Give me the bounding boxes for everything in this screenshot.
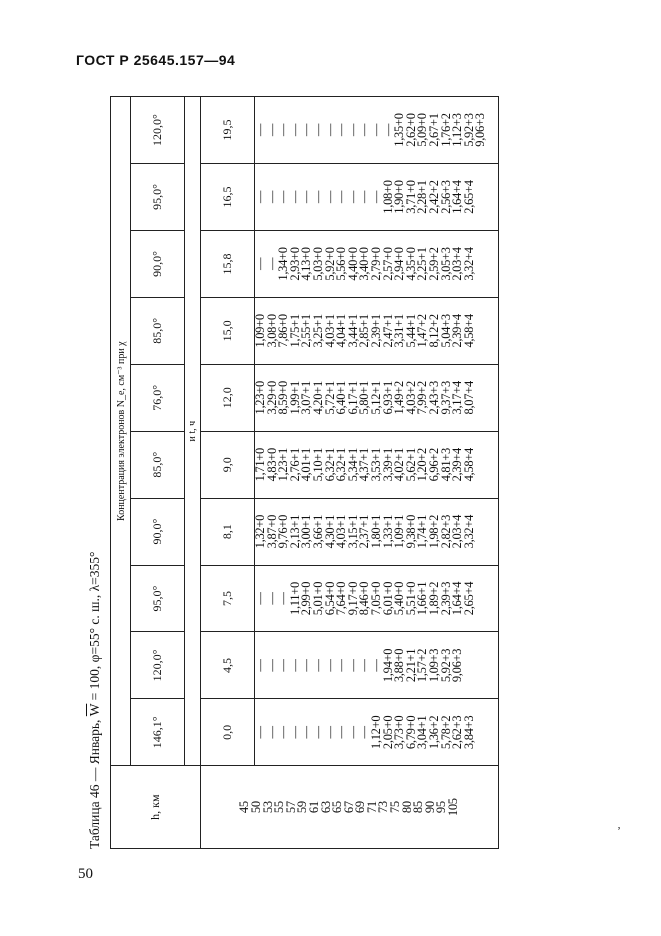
- data-column-2: — — — 1,11+0 2,99+0 5,01+0 6,54+0 7,64+0 9,17+0 8,46+0 7,05+0 6,01+0 5,40+0 5,51+0 1,66+1 1,89+2 2,39+3 1,64+4 2,65+4: [255, 565, 499, 632]
- t-header-3: 8,1: [201, 498, 255, 565]
- data-column-7: — — 1,34+0 2,93+0 4,13+0 5,03+0 5,92+0 5,56+0 4,40+0 3,40+0 2,79+0 2,57+0 2,94+0 4,35+0 2,25+1 2,59+2 3,05+3 2,03+4 3,32+4: [255, 230, 499, 297]
- data-column-8: — — — — — — — — — — — 1,08+0 1,90+0 3,71+0 2,28+1 2,42+2 2,56+3 1,64+4 2,65+4: [255, 164, 499, 231]
- caption-rest: = 100, φ=55° с. ш., λ=355°: [87, 551, 102, 701]
- conc-header: Концентрация электронов N_e, см⁻³ при χ: [116, 341, 127, 521]
- t-header-4: 9,0: [201, 431, 255, 498]
- ht-label: и t, ч: [185, 97, 201, 766]
- table-caption: [82, 552, 108, 849]
- data-column-9: — — — — — — — — — — — — 1,35+0 2,62+0 5,09+0 2,67+1 1,76+2 1,12+3 5,92+3 9,06+3: [255, 97, 499, 164]
- h-header-cell: [111, 766, 201, 849]
- conc-header-cell: [111, 97, 131, 766]
- document-header: ГОСТ Р 25645.157—94: [76, 52, 236, 68]
- electron-concentration-table: [110, 96, 499, 849]
- margin-mark: ‚: [617, 817, 621, 831]
- data-column-3: 1,32+0 3,87+0 9,76+0 2,13+1 3,00+1 3,66+1 4,30+1 4,03+1 3,15+1 2,37+1 1,80+1 1,33+1 1,09+1 9,38+0 1,74+1 1,98+2 2,82+3 2,03+4 3,32+4: [255, 498, 499, 565]
- data-column-0: — — — — — — — — — — 1,12+0 2,05+0 3,73+0 6,79+0 3,04+1 1,36+2 5,78+2 2,62+3 3,84+3: [255, 699, 499, 766]
- rotated-table-region: [82, 96, 520, 857]
- data-column-6: 1,09+0 3,08+0 7,86+0 1,75+1 2,55+1 3,25+1 4,03+1 4,04+1 3,44+1 2,85+1 2,39+1 2,47+1 3,31+1 5,44+1 1,47+2 8,12+2 5,04+3 2,39+4 4,58+4: [255, 297, 499, 364]
- caption-w-symbol: $\overline{W}$: [87, 703, 102, 717]
- data-column-5: 1,23+0 3,29+0 8,59+0 1,99+1 3,07+1 4,20+1 5,72+1 6,40+1 6,17+1 5,80+1 5,12+1 6,93+1 1,49+2 4,03+2 7,99+2 2,43+3 9,37+3 3,17+4 8,07+4: [255, 364, 499, 431]
- data-row: [255, 97, 499, 849]
- chi-header-1: 120,0°: [131, 632, 185, 699]
- t-header-5: 12,0: [201, 364, 255, 431]
- chi-header-9: 120,0°: [131, 97, 185, 164]
- t-header-2: 7,5: [201, 565, 255, 632]
- ht-label-row: [185, 97, 201, 849]
- t-header-0: 0,0: [201, 699, 255, 766]
- t-header-6: 15,0: [201, 297, 255, 364]
- h-values: 45 50 53 55 57 59 61 63 65 67 69 71 73 75 80 85 90 95 105: [201, 766, 499, 849]
- t-header-9: 19,5: [201, 97, 255, 164]
- t-row: [201, 97, 255, 849]
- chi-header-8: 95,0°: [131, 164, 185, 231]
- chi-header-5: 76,0°: [131, 364, 185, 431]
- t-header-7: 15,8: [201, 230, 255, 297]
- t-header-8: 16,5: [201, 164, 255, 231]
- chi-header-0: 146,1°: [131, 699, 185, 766]
- chi-header-3: 90,0°: [131, 498, 185, 565]
- page-number: 50: [78, 866, 93, 882]
- chi-header-6: 85,0°: [131, 297, 185, 364]
- chi-header-4: 85,0°: [131, 431, 185, 498]
- h-header: h, км: [148, 794, 162, 820]
- data-column-1: — — — — — — — — — — — 1,94+0 3,88+0 2,21+1 1,57+2 1,09+3 5,92+3 9,06+3: [255, 632, 499, 699]
- chi-header-2: 95,0°: [131, 565, 185, 632]
- chi-row: [131, 97, 185, 849]
- rotated-content: [82, 96, 520, 857]
- caption-prefix: Таблица 46 — Январь,: [87, 719, 102, 849]
- data-column-4: 1,71+0 4,83+0 1,23+1 2,76+1 4,01+1 5,10+1 6,32+1 6,32+1 5,34+1 4,37+1 3,53+1 3,39+1 4,02+1 5,62+1 1,20+2 6,96+2 4,81+3 2,39+4 4,58+4: [255, 431, 499, 498]
- t-header-1: 4,5: [201, 632, 255, 699]
- chi-header-7: 90,0°: [131, 230, 185, 297]
